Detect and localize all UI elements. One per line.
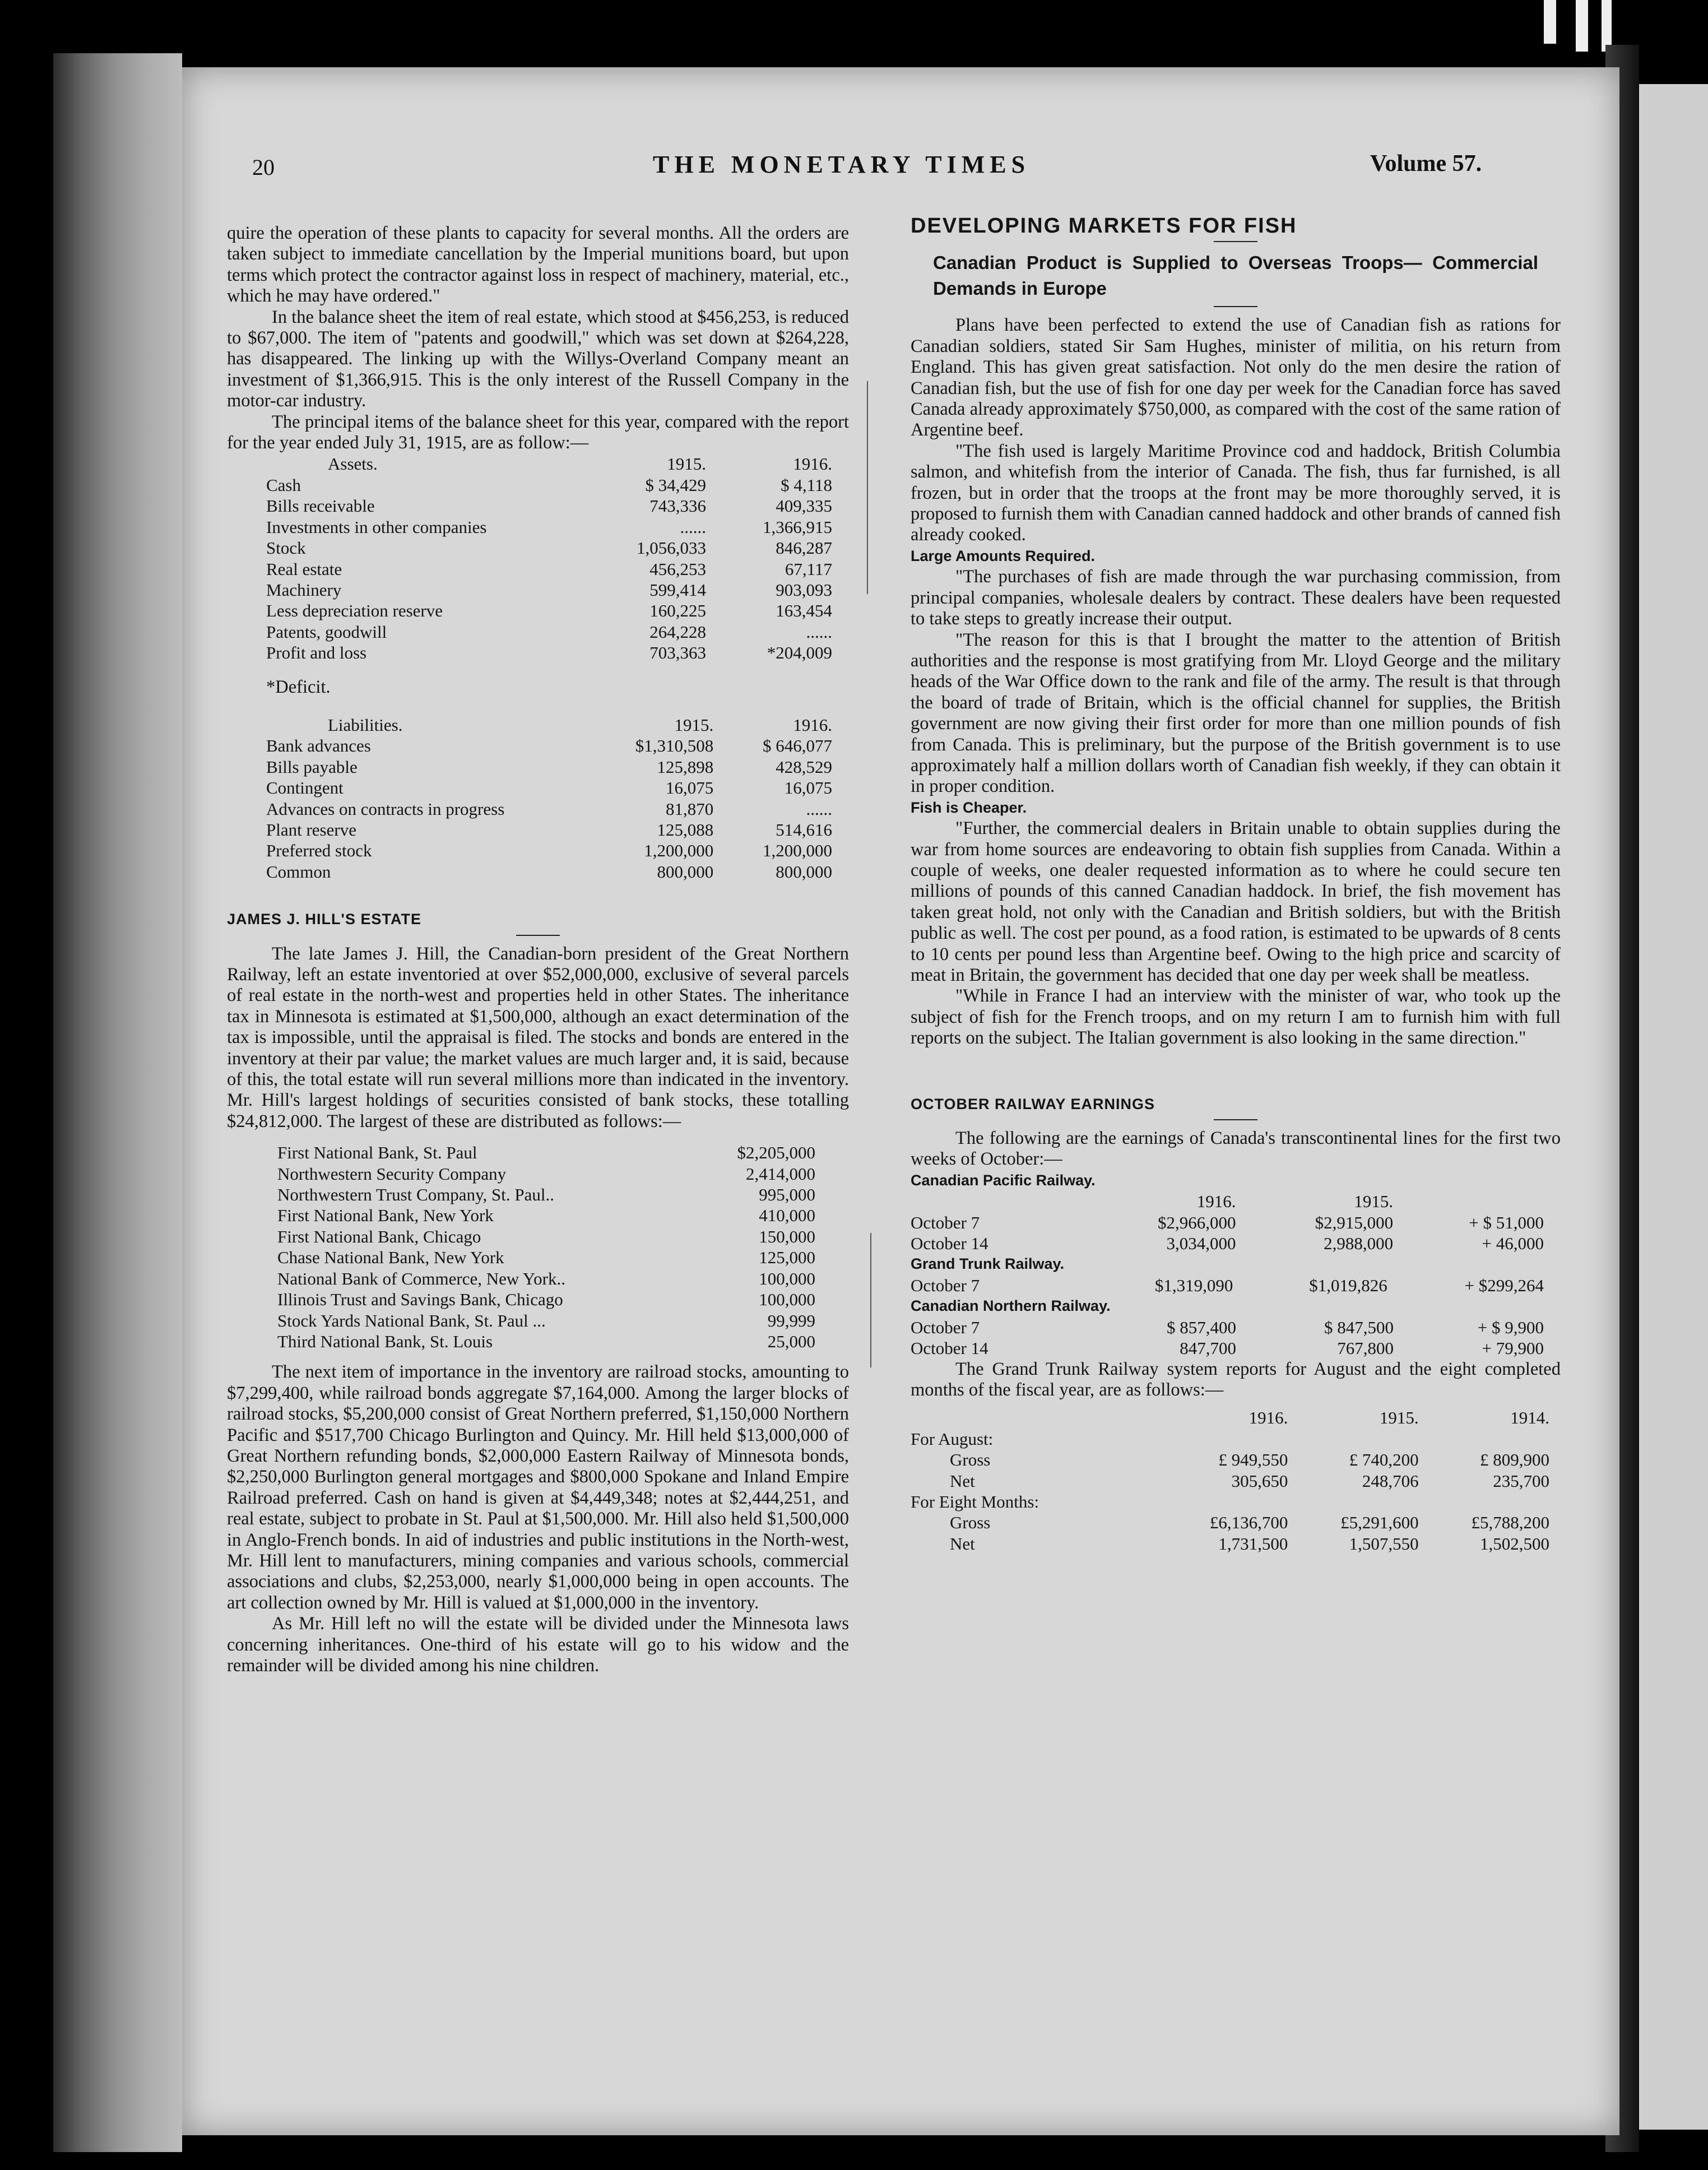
row-label: Bank advances <box>266 736 371 756</box>
row-value: £5,291,600 <box>1340 1513 1419 1533</box>
heading-rule <box>1214 241 1257 242</box>
table-row <box>911 1338 1544 1358</box>
gtr-earnings-table <box>911 1275 1544 1296</box>
row-label: Gross <box>950 1450 991 1470</box>
hill-paragraph: As Mr. Hill left no will the estate will be divided under the Minnesota laws concerning inheritances. One-third of his estate will go to his widow and the remainder will be divided among his nine children. <box>227 1613 849 1676</box>
row-value: 125,000 <box>759 1248 815 1268</box>
gt-system-table <box>911 1407 1549 1554</box>
year-heading: 1915. <box>674 715 714 735</box>
row-value: *204,009 <box>767 643 832 663</box>
row-value: 160,225 <box>649 601 706 621</box>
cpr-earnings-table <box>911 1191 1544 1254</box>
row-value: 1,507,550 <box>1349 1533 1419 1554</box>
hill-estate-heading: JAMES J. HILL'S ESTATE <box>227 911 421 928</box>
table-row <box>266 579 832 600</box>
year-heading: 1915. <box>1354 1191 1394 1212</box>
right-column <box>911 216 1561 1554</box>
railway-intro: The following are the earnings of Canada's transcontinental lines for the first two weeks of October:— <box>911 1128 1561 1170</box>
row-label: Stock Yards National Bank, St. Paul ... <box>277 1310 546 1330</box>
table-row <box>266 537 832 558</box>
row-label: Investments in other companies <box>266 517 487 537</box>
row-value: 995,000 <box>759 1185 815 1205</box>
table-heading: Liabilities. <box>328 715 403 735</box>
table-row <box>266 861 832 882</box>
row-label: October 14 <box>911 1338 988 1358</box>
row-value: 410,000 <box>759 1205 815 1226</box>
row-label: October 7 <box>911 1275 980 1295</box>
fish-paragraph: "While in France I had an interview with the minister of war, who took up the subject of fish for the French troops, and on my return I am to furnish him with full reports on the subject. The Italian government is also looking in the same direction." <box>911 986 1561 1049</box>
table-row <box>277 1184 815 1205</box>
column-divider <box>867 381 868 594</box>
deficit-footnote: *Deficit. <box>266 676 331 697</box>
row-value: 2,414,000 <box>746 1163 815 1184</box>
row-label: Patents, goodwill <box>266 622 387 642</box>
intro-paragraph: In the balance sheet the item of real estate, which stood at $456,253, is reduced to $67,000. The item of "patents and goodwill," which was set down at $264,228, has disappeared. The linking up with the Willys-Overland Company meant an investment of $1,366,915. This is the only interest of the Russell Company in the motor-car industry. <box>227 307 849 411</box>
row-value: ...... <box>806 622 832 642</box>
row-label: Contingent <box>266 778 344 798</box>
liabilities-table <box>266 715 832 882</box>
row-label: October 7 <box>911 1317 980 1337</box>
period-label: For August: <box>911 1429 994 1449</box>
row-value: £ 809,900 <box>1480 1450 1549 1470</box>
row-value: 409,335 <box>776 496 832 516</box>
row-label: Gross <box>950 1513 991 1533</box>
row-label: October 14 <box>911 1234 988 1254</box>
row-label: Bills receivable <box>266 496 375 516</box>
table-row <box>266 735 832 756</box>
fish-paragraph: "The purchases of fish are made through the war purchasing commission, from principal companies, wholesale dealers by contract. These dealers have been requested to take steps to greatly increase their output. <box>911 567 1561 629</box>
railway-heading: OCTOBER RAILWAY EARNINGS <box>911 1095 1155 1112</box>
row-label: Plant reserve <box>266 819 356 840</box>
row-value: 903,093 <box>776 579 832 600</box>
row-value: + 79,900 <box>1482 1338 1544 1358</box>
gt-system-intro: The Grand Trunk Railway system reports for August and the eight completed months of the fiscal year, are as follows:— <box>911 1358 1561 1400</box>
fish-paragraph: "The reason for this is that I brought the matter to the attention of British authorities and the response is most gratifying from Mr. Lloyd George and the military heads of the War Office down to the rank and file of the army. The result is that through the board of trade of Britain, which is the official channel for supplies, the British government are now giving their first order for more than one million pounds of fish from Canada. This is preliminary, but the purpose of the British government is to use approximately half a million dollars worth of Canadian fish weekly, if they can obtain it in proper condition. <box>911 629 1561 797</box>
row-label: Machinery <box>266 579 342 600</box>
hill-paragraph: The late James J. Hill, the Canadian-born president of the Great Northern Railway, left an estate inventoried at over $52,000,000, exclusive of several parcels of real estate in the north-west and properties held in other States. The inheritance tax in Minnesota is estimated at $1,500,000, although an exact determination of the tax is impossible, until the appraisal is filed. The stocks and bonds are entered in the inventory at their par value; the market values are much larger and, it is said, because of this, the total estate will run several millions more than indicated in the inventory. Mr. Hill's largest holdings of securities consisted of bank stocks, these totalling $24,812,000. The largest of these are distributed as follows:— <box>227 943 849 1132</box>
column-divider <box>870 1233 871 1367</box>
large-amounts-subhead: Large Amounts Required. <box>911 547 1096 564</box>
year-heading: 1915. <box>667 454 706 474</box>
table-row <box>911 1533 1549 1554</box>
row-value: $1,019,826 <box>1309 1275 1387 1295</box>
row-value: $2,966,000 <box>1158 1212 1236 1232</box>
cnr-earnings-table <box>911 1317 1544 1359</box>
period-label: For Eight Months: <box>911 1491 1039 1511</box>
row-label: Common <box>266 861 331 882</box>
row-value: + $299,264 <box>1464 1275 1544 1295</box>
table-row <box>266 559 832 579</box>
row-value: + 46,000 <box>1482 1234 1544 1254</box>
row-value: $ 646,077 <box>763 736 832 756</box>
fish-cheaper-subhead: Fish is Cheaper. <box>911 799 1027 816</box>
row-label: October 7 <box>911 1212 980 1232</box>
row-value: 16,075 <box>784 778 832 798</box>
row-value: 847,700 <box>1180 1338 1237 1358</box>
row-label: Advances on contracts in progress <box>266 799 505 819</box>
row-value: 125,088 <box>657 819 714 840</box>
volume-label: Volume 57. <box>1370 151 1482 177</box>
row-label: Chase National Bank, New York <box>277 1248 504 1268</box>
table-row <box>266 799 832 819</box>
table-row <box>911 1471 1549 1491</box>
gtr-title: Grand Trunk Railway. <box>911 1255 1065 1273</box>
row-value: + $ 51,000 <box>1469 1212 1544 1232</box>
row-value: 25,000 <box>767 1331 815 1351</box>
intro-paragraph: quire the operation of these plants to capacity for several months. All the orders are taken subject to immediate cancellation by the Imperial munitions board, but upon terms which protect the contractor against loss in respect of machinery, material, etc., which he may have ordered." <box>227 223 849 307</box>
table-row <box>266 495 832 516</box>
year-heading: 1915. <box>1379 1408 1419 1428</box>
cpr-title: Canadian Pacific Railway. <box>911 1171 1096 1189</box>
row-value: 428,529 <box>776 757 832 777</box>
table-row <box>277 1310 815 1331</box>
table-row <box>277 1142 815 1163</box>
row-value: 2,988,000 <box>1324 1234 1394 1254</box>
row-value: £5,788,200 <box>1471 1513 1549 1533</box>
row-value: 800,000 <box>657 861 714 882</box>
row-value: 1,200,000 <box>763 841 832 861</box>
table-row <box>266 517 832 537</box>
row-value: 100,000 <box>759 1268 815 1288</box>
row-value: 235,700 <box>1493 1471 1549 1491</box>
table-row <box>911 1275 1544 1296</box>
row-value: 800,000 <box>776 861 832 882</box>
film-edge-mark <box>1576 0 1588 52</box>
row-value: $2,205,000 <box>737 1143 815 1163</box>
row-label: First National Bank, Chicago <box>277 1226 481 1246</box>
row-value: $ 847,500 <box>1324 1317 1394 1337</box>
row-value: 3,034,000 <box>1166 1234 1236 1254</box>
table-row <box>266 777 832 798</box>
row-value: 67,117 <box>785 559 832 579</box>
row-value: 16,075 <box>665 778 714 798</box>
row-value: £6,136,700 <box>1209 1513 1288 1533</box>
row-value: 248,706 <box>1362 1471 1419 1491</box>
row-label: Northwestern Trust Company, St. Paul.. <box>277 1185 555 1205</box>
row-value: £ 740,200 <box>1349 1450 1419 1470</box>
row-value: $1,310,508 <box>635 736 714 756</box>
cnr-title: Canadian Northern Railway. <box>911 1297 1111 1315</box>
row-value: 305,650 <box>1231 1471 1288 1491</box>
fish-heading: DEVELOPING MARKETS FOR FISH <box>911 214 1297 238</box>
table-row <box>911 1512 1549 1533</box>
row-value: 599,414 <box>649 579 706 600</box>
facing-page-edge <box>1639 84 1708 2130</box>
table-row <box>911 1317 1544 1338</box>
row-label: First National Bank, New York <box>277 1205 494 1226</box>
row-value: 767,800 <box>1337 1338 1394 1358</box>
intro-paragraph: The principal items of the balance sheet for this year, compared with the report for the year ended July 31, 1915, are as follow:— <box>227 411 849 453</box>
table-row <box>277 1247 815 1268</box>
row-label: Bills payable <box>266 757 358 777</box>
row-label: First National Bank, St. Paul <box>277 1143 477 1163</box>
row-value: $ 857,400 <box>1167 1317 1237 1337</box>
row-label: Illinois Trust and Savings Bank, Chicago <box>277 1290 563 1310</box>
row-value: $ 4,118 <box>781 475 832 495</box>
row-label: National Bank of Commerce, New York.. <box>277 1268 565 1288</box>
table-row <box>911 1233 1544 1254</box>
heading-rule <box>1214 306 1257 307</box>
table-row <box>911 1449 1549 1470</box>
row-value: £ 949,550 <box>1218 1450 1288 1470</box>
table-row <box>277 1289 815 1310</box>
row-value: ...... <box>806 799 832 819</box>
row-label: Net <box>950 1533 975 1554</box>
book-spine <box>53 53 182 2152</box>
row-label: Third National Bank, St. Louis <box>277 1331 493 1351</box>
row-value: 1,731,500 <box>1218 1533 1288 1554</box>
fish-paragraph: "The fish used is largely Maritime Province cod and haddock, British Columbia salmon, and whitefish from the interior of Canada. The fish, thus far furnished, is all frozen, but in order that the troops at the front may be more thoroughly served, it is proposed to furnish them with Canadian canned haddock and other brands of canned fish already cooked. <box>911 441 1561 545</box>
row-value: 1,056,033 <box>637 538 706 558</box>
row-value: 1,200,000 <box>644 841 714 861</box>
row-value: 264,228 <box>649 622 706 642</box>
table-row <box>911 1212 1544 1233</box>
row-value: 99,999 <box>767 1310 815 1330</box>
row-value: 81,870 <box>665 799 714 819</box>
row-value: 1,502,500 <box>1480 1533 1549 1554</box>
hill-paragraph: The next item of importance in the inventory are railroad stocks, amounting to $7,299,400, while railroad bonds aggregate $7,164,000. Among the larger blocks of railroad stocks, $5,200,000 consist of Great Northern preferred, $1,150,000 Northern Pacific and $517,700 Chicago Burlington and Quincy. Mr. Hill held $13,000,000 of Great Northern refunding bonds, $2,000,000 Eastern Railway of Minnesota bonds, $2,250,000 Burlington general mortgages and $800,000 Spokane and Inland Empire Railroad preferred. Cash on hand is given at $4,449,348; notes at $2,444,251, and real estate, subject to probate in St. Paul at $1,500,000. Mr. Hill also held $1,500,000 in Anglo-French bonds. In aid of industries and public institutions in the North-west, Mr. Hill lent to manufacturers, mining companies and various schools, commercial associations and clubs, $2,253,000, nearly $1,000,000 being in open accounts. The art collection owned by Mr. Hill is valued at $1,000,000 in the inventory. <box>227 1362 849 1613</box>
table-row <box>266 819 832 840</box>
row-label: Stock <box>266 538 306 558</box>
film-edge-mark <box>1544 0 1556 44</box>
row-value: ...... <box>680 517 706 537</box>
assets-table <box>266 453 832 663</box>
row-value: + $ 9,900 <box>1477 1317 1544 1337</box>
table-row <box>266 622 832 642</box>
row-label: Less depreciation reserve <box>266 601 443 621</box>
year-heading: 1914. <box>1510 1408 1549 1428</box>
table-row <box>266 642 832 663</box>
row-value: 456,253 <box>649 559 706 579</box>
table-row <box>277 1163 815 1184</box>
row-value: 846,287 <box>776 538 832 558</box>
table-row <box>266 840 832 861</box>
row-value: 163,454 <box>776 601 832 621</box>
masthead-title: THE MONETARY TIMES <box>653 151 1031 178</box>
row-label: Preferred stock <box>266 841 372 861</box>
page-number: 20 <box>252 155 275 180</box>
fish-paragraph: Plans have been perfected to extend the use of Canadian fish as rations for Canadian soldiers, stated Sir Sam Hughes, minister of militia, on his return from England. This has given great satisfaction. Not only do the men desire the ration of Canadian fish, but the use of fish for one day per week for the Canadian force has saved Canada already approximately $750,000, as compared with the cost of the same ration of Argentine beef. <box>911 315 1561 441</box>
year-heading: 1916. <box>1248 1408 1288 1428</box>
year-heading: 1916. <box>793 715 832 735</box>
year-heading: 1916. <box>1196 1191 1236 1212</box>
table-row <box>277 1331 815 1352</box>
table-heading: Assets. <box>328 454 378 474</box>
row-label: Cash <box>266 475 301 495</box>
newspaper-page <box>182 67 1619 2135</box>
row-value: $ 34,429 <box>645 475 706 495</box>
row-value: 125,898 <box>657 757 714 777</box>
row-value: 703,363 <box>649 643 706 663</box>
heading-rule <box>516 935 560 936</box>
fish-subheading: Canadian Product is Supplied to Overseas Troops— Commercial Demands in Europe <box>933 252 1538 299</box>
table-row <box>277 1268 815 1289</box>
row-value: 743,336 <box>649 496 706 516</box>
row-value: 100,000 <box>759 1290 815 1310</box>
row-label: Net <box>950 1471 975 1491</box>
heading-rule <box>1214 1119 1257 1120</box>
row-label: Profit and loss <box>266 643 367 663</box>
row-label: Real estate <box>266 559 342 579</box>
row-label: Northwestern Security Company <box>277 1163 507 1184</box>
film-edge-mark <box>1602 0 1612 52</box>
bank-holdings-table <box>277 1142 815 1352</box>
table-row <box>266 475 832 495</box>
table-row <box>266 600 832 621</box>
fish-paragraph: "Further, the commercial dealers in Britain unable to obtain supplies during the war from home sources are endeavoring to obtain fish supplies from Canada. Within a couple of weeks, one dealer requested information as to where he could secure ten millions of pounds of this canned Canadian haddock. In brief, the fish movement has taken great hold, not only with the Canadian and British soldiers, but with the British public as well. The cost per pound, as a food ration, is estimated to be upwards of 8 cents to 10 cents per pound less than Argentine beef. Owing to the high price and scarcity of meat in Britain, the government has decided that one day per week shall be meatless. <box>911 818 1561 985</box>
year-heading: 1916. <box>793 454 832 474</box>
table-row <box>266 757 832 777</box>
table-row <box>277 1205 815 1226</box>
row-value: $2,915,000 <box>1315 1212 1394 1232</box>
table-row <box>277 1226 815 1247</box>
row-value: 514,616 <box>776 819 832 840</box>
row-value: $1,319,090 <box>1154 1275 1233 1295</box>
left-column <box>227 223 849 1676</box>
row-value: 150,000 <box>759 1226 815 1246</box>
row-value: 1,366,915 <box>763 517 832 537</box>
